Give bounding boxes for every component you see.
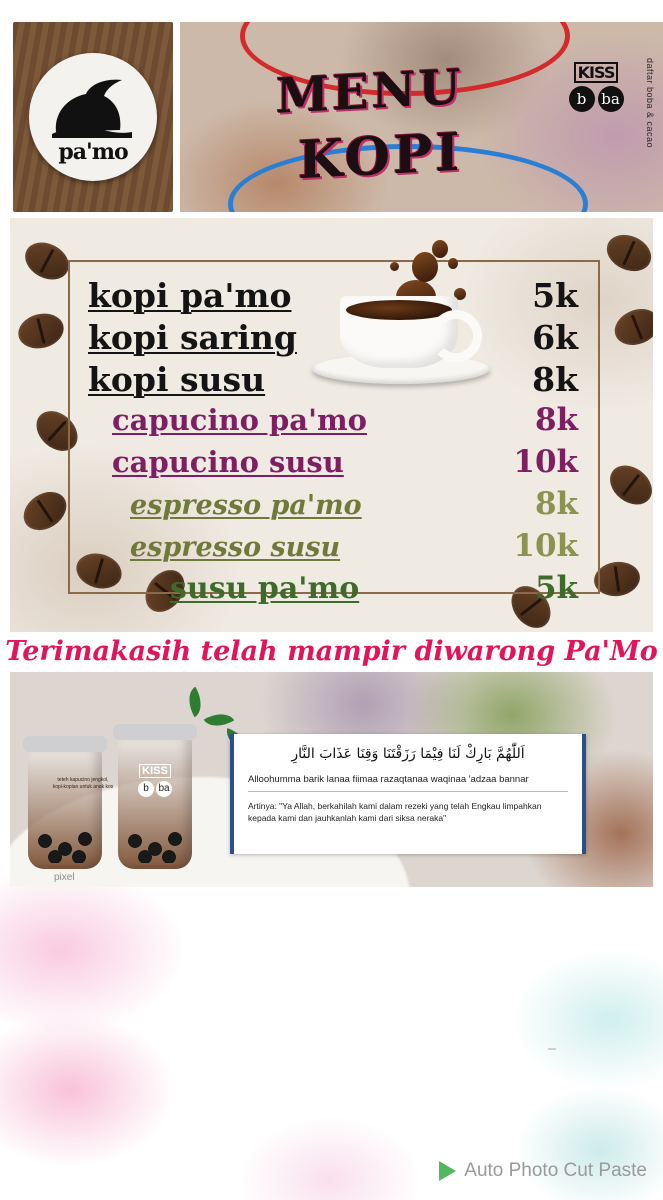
coffee-bean-icon <box>15 309 68 353</box>
tapioca-pearls <box>123 829 187 863</box>
menu-item-price: 8k <box>534 486 578 522</box>
menu-item-price: 5k <box>534 570 578 606</box>
thank-you-text: Terimakasih telah mampir diwarong Pa'Mo <box>5 636 658 667</box>
badge-side-text: daftar boba & cacao <box>645 58 655 149</box>
doa-card <box>230 734 586 854</box>
brand-logo-photo <box>13 22 173 212</box>
coffee-bean-icon <box>609 303 653 352</box>
cup-brand-bubble-left: b <box>138 781 154 797</box>
doa-arabic-text: اَللّٰهُمَّ بَارِكْ لَنَا فِيْمَا رَزَقْتَنَا وَقِنَا عَذَابَ النَّارِ <box>291 746 525 762</box>
logo-wordmark: pa'mo <box>58 139 128 165</box>
menu-row <box>88 486 578 528</box>
menu-item-price: 5k <box>532 276 578 315</box>
badge-kiss-label: KISS <box>574 62 619 83</box>
badge-bubble-left: b <box>569 86 595 112</box>
boba-cup-right <box>118 735 192 869</box>
menu-row <box>88 444 578 486</box>
cup-brand-kiss: KISS <box>139 764 171 778</box>
boba-cup-left <box>28 747 114 869</box>
banner-line-2: KOPI <box>298 121 463 192</box>
menu-board <box>10 218 653 632</box>
cup-brand-bubble-right: ba <box>156 781 172 797</box>
logo-circle <box>29 53 157 181</box>
app-watermark-label: Auto Photo Cut Paste <box>464 1160 647 1181</box>
menu-item-name: capucino pa'mo <box>112 403 367 437</box>
cup-brand-mark <box>128 761 182 797</box>
kiss-boba-badge <box>565 62 627 112</box>
coffee-bean-icon <box>601 228 653 278</box>
pixel-watermark: pixel <box>54 872 75 883</box>
menu-item-name: capucino susu <box>112 445 344 479</box>
menu-row <box>88 402 578 444</box>
coffee-bean-icon <box>19 235 76 287</box>
coffee-bean-icon <box>16 484 73 538</box>
mint-leaf-icon <box>182 687 209 718</box>
menu-item-list <box>88 276 578 612</box>
menu-row <box>88 318 578 360</box>
header-band <box>0 0 663 212</box>
menu-row <box>88 570 578 612</box>
menu-item-name: kopi susu <box>88 360 266 399</box>
menu-item-name: kopi saring <box>88 318 297 357</box>
cup-lid <box>23 736 107 752</box>
menu-item-name: espresso pa'mo <box>130 490 362 521</box>
menu-row <box>88 528 578 570</box>
cup-note-text: teteh kapucino jengkol, kopi-kopian untuk anak kos <box>52 777 114 790</box>
badge-bubble-right: ba <box>598 86 624 112</box>
silhouette-person-cap-icon <box>50 74 136 140</box>
menu-item-price: 8k <box>532 360 578 399</box>
menu-item-price: 10k <box>513 528 578 564</box>
stray-mark <box>548 1048 556 1050</box>
coffee-bean-icon <box>602 457 653 512</box>
menu-item-price: 10k <box>513 444 578 480</box>
menu-item-price: 8k <box>534 402 578 438</box>
menu-title-banner <box>180 22 663 212</box>
app-watermark <box>439 1160 647 1182</box>
cup-lid <box>113 724 197 740</box>
menu-item-name: espresso susu <box>130 532 341 563</box>
tapioca-pearls <box>33 829 97 863</box>
doa-transliteration: Alloohumma barik lanaa fiimaa razaqtanaa waqinaa 'adzaa bannar <box>248 774 568 792</box>
menu-row <box>88 360 578 402</box>
banner-line-1: MENU <box>276 59 464 125</box>
play-triangle-icon <box>439 1161 456 1181</box>
badge-bubbles <box>565 86 627 112</box>
doa-meaning: Artinya: "Ya Allah, berkahilah kami dalam rezeki yang telah Engkau limpahkan kepada kami dan jauhkanlah kami dari siksa neraka" <box>248 801 542 824</box>
menu-item-price: 6k <box>532 318 578 357</box>
boba-and-doa-strip <box>10 672 653 887</box>
menu-item-name: susu pa'mo <box>170 571 360 606</box>
menu-row <box>88 276 578 318</box>
menu-item-name: kopi pa'mo <box>88 276 292 315</box>
